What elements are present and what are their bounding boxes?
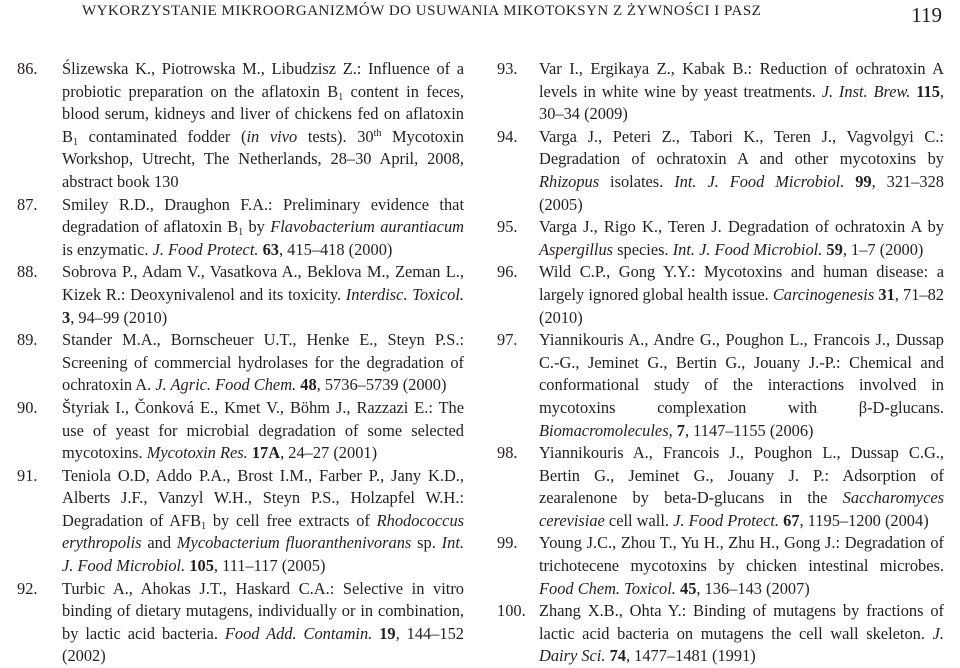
reference-text: Teniola O.D, Addo P.A., Brost I.M., Farber P., Jany K.D., Alberts J.F., Vanzyl W.H., Steyn P.S., Holzapfel W.H.: Degradation of $AFB_1$ by cell free extracts of Rhodococcus erythropolis and Mycobacterium fluoranthenivorans sp. Int. J. Food Microbiol. 105, 111–117 (2005)	[62, 465, 465, 576]
reference-text: Wild C.P., Gong Y.Y.: Mycotoxins and human disease: a largely ignored global health issue. Carcinogenesis 31, 71–82 (2010)	[539, 262, 944, 327]
reference-item	[17, 261, 464, 329]
reference-item	[17, 465, 464, 578]
reference-item	[497, 216, 944, 261]
reference-number: 90.	[17, 397, 38, 417]
reference-text: Štyriak I., Čonková E., Kmet V., Böhm J., Razzazi E.: The use of yeast for microbial degradation of some selected mycotoxins. Mycotoxin Res. 17A, 24–27 (2001)	[62, 397, 464, 463]
reference-number: 93.	[497, 59, 518, 78]
reference-number: 100.	[497, 601, 526, 621]
reference-item	[497, 600, 944, 668]
reference-number: 89.	[17, 330, 38, 350]
reference-text: Varga J., Rigo K., Teren J. Degradation of ochratoxin A by Aspergillus species. Int. J. Food Microbiol. 59, 1–7 (2000)	[539, 217, 944, 259]
reference-text: Zhang X.B., Ohta Y.: Binding of mutagens by fractions of lactic acid bacteria on mutagens the cell wall skeleton. J. Dairy Sci. 74, 1477–1481 (1991)	[539, 601, 944, 666]
reference-text: Ślizewska K., Piotrowska M., Libudzisz Z.: Influence of a probiotic preparation on the aflatoxin $B_1$ content in feces, blood serum, kidneys and liver of chickens fed on aflatoxin $B_1$ contaminated fodder (in vivo tests). 30th Mycotoxin Workshop, Utrecht, The Netherlands, 28–30 April, 2008, abstract book 130	[62, 59, 465, 191]
reference-number: 87.	[17, 194, 38, 214]
reference-item	[17, 397, 464, 465]
reference-item	[497, 261, 944, 329]
reference-text: Varga J., Peteri Z., Tabori K., Teren J., Vagvolgyi C.: Degradation of ochratoxin A and other mycotoxins by Rhizopus isolates. Int. J. Food Microbiol. 99, 321–328 (2005)	[539, 126, 944, 214]
references-right-column	[497, 58, 944, 668]
reference-number: 91.	[17, 465, 38, 485]
reference-text: Sobrova P., Adam V., Vasatkova A., Beklova M., Zeman L., Kizek R.: Deoxynivalenol and its toxicity. Interdisc. Toxicol. 3, 94–99 (2010)	[62, 262, 464, 327]
reference-number: 95.	[497, 217, 518, 237]
reference-number: 92.	[17, 578, 38, 598]
reference-number: 99.	[497, 533, 518, 553]
reference-item	[17, 578, 464, 668]
reference-number: 94.	[497, 126, 518, 146]
reference-text: Var I., Ergikaya Z., Kabak B.: Reduction of ochratoxin A levels in white wine by yeast treatments. J. Inst. Brew. 115, 30–34 (2009)	[539, 59, 944, 124]
reference-number: 86.	[17, 59, 38, 78]
reference-item	[17, 58, 464, 194]
reference-text: Smiley R.D., Draughon F.A.: Preliminary evidence that degradation of aflatoxin $B_1$ by Flavobacterium aurantiacum is enzymatic. J. Food Protect. 63, 415–418 (2000)	[62, 194, 464, 259]
references-left-column	[17, 58, 464, 668]
reference-text: Stander M.A., Bornscheuer U.T., Henke E., Steyn P.S.: Screening of commercial hydrolases for the degradation of ochratoxin A. J. Agric. Food Chem. 48, 5736–5739 (2000)	[62, 330, 464, 395]
reference-text: Yiannikouris A., Andre G., Poughon L., Francois J., Dussap C.-G., Jeminet G., Bertin G., Jouany J.-P.: Chemical and conformational study of the interactions involved in mycotoxins complexation with β-D-glucans. Biomacromolecules, 7, 1147–1155 (2006)	[539, 330, 944, 440]
reference-item	[497, 126, 944, 216]
reference-text: Young J.C., Zhou T., Yu H., Zhu H., Gong J.: Degradation of trichotecene mycotoxins by chicken intestinal microbes. Food Chem. Toxicol. 45, 136–143 (2007)	[539, 533, 944, 598]
reference-item	[17, 329, 464, 397]
running-title: WYKORZYSTANIE MIKROORGANIZMÓW DO USUWANIA MIKOTOKSYN Z ŻYWNOŚCI I PASZ	[82, 3, 762, 19]
reference-number: 88.	[17, 262, 38, 282]
reference-item	[497, 329, 944, 442]
page-number: 119	[911, 3, 942, 27]
reference-item	[497, 58, 944, 126]
reference-item	[17, 194, 464, 262]
reference-number: 98.	[497, 443, 518, 463]
reference-text: Yiannikouris A., Francois J., Poughon L., Dussap C.G., Bertin G., Jeminet G., Jouany J. P.: Adsorption of zearalenone by beta-D-glucans in the Saccharomyces cerevisiae cell wall. J. Food Protect. 67, 1195–1200 (2004)	[539, 443, 944, 530]
reference-number: 97.	[497, 330, 518, 350]
reference-item	[497, 532, 944, 600]
reference-item	[497, 442, 944, 532]
reference-text: Turbic A., Ahokas J.T., Haskard C.A.: Selective in vitro binding of dietary mutagens, individually or in combination, by lactic acid bacteria. Food Add. Contamin. 19, 144–152 (2002)	[62, 578, 465, 666]
reference-number: 96.	[497, 262, 518, 282]
